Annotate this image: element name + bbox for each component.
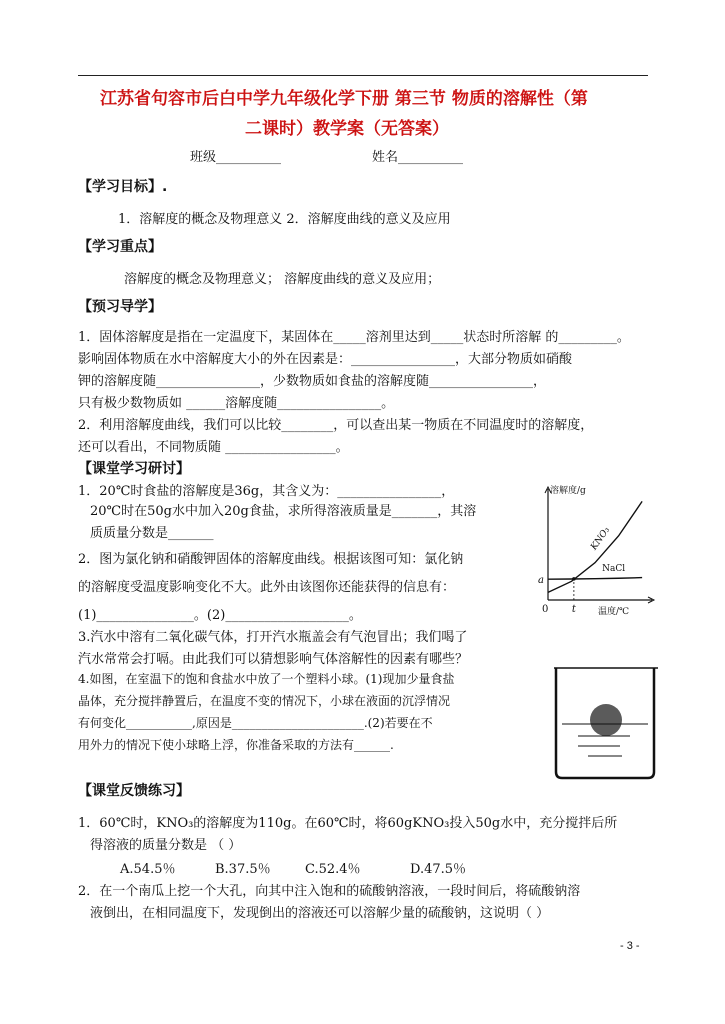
section-learning-goals: 【学习目标】. xyxy=(78,179,168,195)
preview-line: 2．利用溶解度曲线，我们可以比较________，可以查出某一物质在不同温度时的溶解度， xyxy=(78,418,594,433)
y-tick-label: a xyxy=(538,574,544,586)
option-d: D.47.5％ xyxy=(410,862,467,877)
feedback-q2-line2: 液倒出，在相同温度下，发现倒出的溶液还可以溶解少量的硫酸钠，这说明（ ） xyxy=(90,906,550,921)
preview-line: 只有极少数物质如 ______溶解度随________________。 xyxy=(78,396,395,411)
x-axis-label: 温度/℃ xyxy=(598,607,630,617)
section-classroom-study: 【课堂学习研讨】 xyxy=(78,461,190,477)
preview-line: 影响固体物质在水中溶解度大小的外在因素是：________________，大部分物质如硝酸 xyxy=(78,352,573,367)
feedback-q1-line1: 1．60℃时，KNO₃的溶解度为110g。在60℃时，将60gKNO₃投入50g水中，充分搅拌后所 xyxy=(78,816,618,831)
classroom-line: 3.汽水中溶有二氧化碳气体，打开汽水瓶盖会有气泡冒出；我们喝了 xyxy=(78,630,468,645)
preview-line: 钾的溶解度随________________，少数物质如食盐的溶解度随________________， xyxy=(78,374,547,389)
classroom-line: 有何变化___________,原因是______________________.(2)若要在不 xyxy=(78,716,433,730)
classroom-line: (1)_______________。(2)___________________。 xyxy=(78,608,362,623)
section-preview: 【预习导学】 xyxy=(78,299,162,315)
classroom-line: 汽水常常会打嗝。由此我们可以猜想影响气体溶解性的因素有哪些？ xyxy=(78,652,469,667)
nacl-curve xyxy=(548,578,642,580)
series-label-kno3: KNO₃ xyxy=(589,525,613,553)
page-title-line1: 江苏省句容市后白中学九年级化学下册 第三节 物质的溶解性（第 xyxy=(100,89,588,109)
option-a: A.54.5％ xyxy=(120,862,176,877)
series-label-nacl: NaCl xyxy=(602,563,626,574)
classroom-line: 晶体，充分搅拌静置后，在温度不变的情况下，小球在液面的沉浮情况 xyxy=(78,694,451,708)
classroom-line: 4.如图，在室温下的饱和食盐水中放了一个塑料小球。(1)现加少量食盐 xyxy=(78,672,455,686)
classroom-line: 20℃时在50g水中加入20g食盐，求所得溶液质量是_______，其溶 xyxy=(90,504,477,519)
y-axis-label: 溶解度/g xyxy=(550,486,586,496)
section-key-points: 【学习重点】 xyxy=(78,239,162,255)
solubility-chart xyxy=(530,480,670,630)
classroom-line: 质质量分数是_______ xyxy=(90,526,214,541)
section-feedback: 【课堂反馈练习】 xyxy=(78,783,190,799)
feedback-q1-line2: 得溶液的质量分数是 （ ） xyxy=(90,838,242,853)
classroom-line: 2．图为氯化钠和硝酸钾固体的溶解度曲线。根据该图可知：氯化钠 xyxy=(78,552,464,567)
learning-goal-line: 1．溶解度的概念及物理意义 2．溶解度曲线的意义及应用 xyxy=(118,212,451,227)
intersection-point xyxy=(572,577,576,581)
key-point-line: 溶解度的概念及物理意义； 溶解度曲线的意义及应用； xyxy=(124,272,441,287)
page-number: - 3 - xyxy=(620,940,640,952)
beaker-figure xyxy=(550,660,660,785)
name-label: 姓名__________ xyxy=(372,150,464,165)
option-b: B.37.5％ xyxy=(215,862,271,877)
top-rule xyxy=(78,75,648,76)
class-label: 班级__________ xyxy=(190,150,282,165)
plastic-ball xyxy=(590,704,622,736)
option-c: C.52.4％ xyxy=(305,862,361,877)
x-tick-label: t xyxy=(571,604,576,615)
preview-line: 1．固体溶解度是指在一定温度下，某固体在_____溶剂里达到_____状态时所溶解 的_________。 xyxy=(78,330,630,345)
classroom-line: 的溶解度受温度影响变化不大。此外由该图你还能获得的信息有： xyxy=(78,580,456,595)
classroom-line: 1．20℃时食盐的溶解度是36g，其含义为：________________， xyxy=(78,484,455,499)
page-title-line2: 二课时）教学案（无答案） xyxy=(245,119,449,139)
origin-label: 0 xyxy=(542,604,549,615)
classroom-line: 用外力的情况下使小球略上浮，你准备采取的方法有______. xyxy=(78,738,394,752)
preview-line: 还可以看出，不同物质随 _________________。 xyxy=(78,440,349,455)
feedback-q2-line1: 2．在一个南瓜上挖一个大孔，向其中注入饱和的硫酸钠溶液，一段时间后，将硫酸钠溶 xyxy=(78,884,581,899)
